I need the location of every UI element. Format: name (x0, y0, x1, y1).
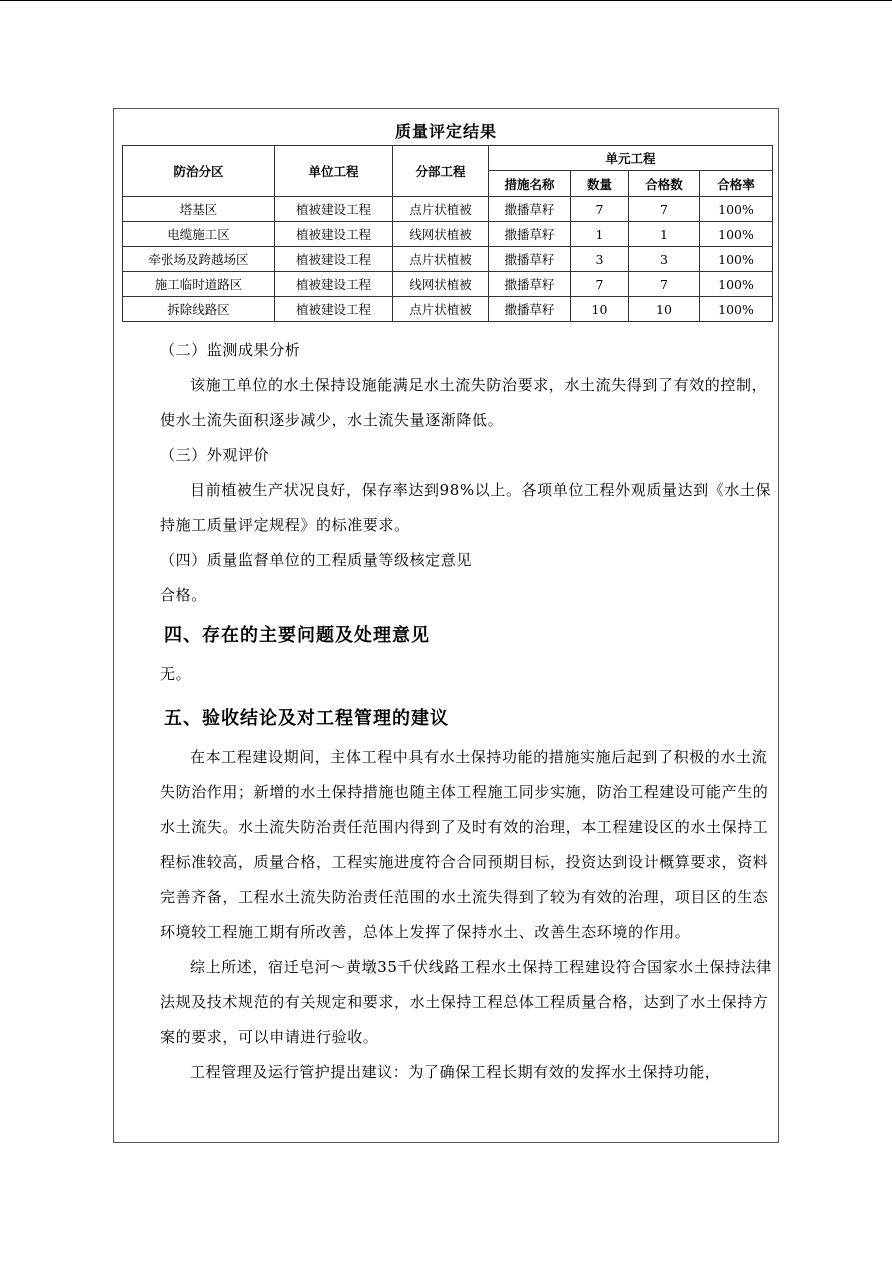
table-row (123, 272, 773, 297)
section-monitoring (160, 333, 772, 438)
cell-pass-count: 1 (629, 222, 700, 247)
paragraph: 该施工单位的水土保持设施能满足水土流失防治要求，水土流失得到了有效的控制，使水土流失面积逐步减少，水土流失量逐渐降低。 (160, 376, 768, 429)
quality-assessment-table (122, 145, 773, 322)
table-row (123, 247, 773, 272)
cell-sub: 线网状植被 (393, 272, 489, 297)
section-supervision (160, 543, 772, 613)
header-zone: 防治分区 (123, 146, 275, 197)
cell-count: 1 (571, 222, 629, 247)
cell-unit: 植被建设工程 (275, 247, 393, 272)
cell-unit: 植被建设工程 (275, 197, 393, 222)
paragraph: 工程管理及运行管护提出建议：为了确保工程长期有效的发挥水土保持功能， (190, 1063, 721, 1081)
cell-pass-count: 3 (629, 247, 700, 272)
header-unit-project: 单位工程 (275, 146, 393, 197)
heading-main-problems: 四、存在的主要问题及处理意见 (164, 625, 430, 646)
section-problems-body (160, 657, 772, 692)
cell-zone: 牵张场及跨越场区 (123, 247, 275, 272)
header-pass-count: 合格数 (629, 171, 700, 197)
section-appearance (160, 438, 772, 543)
table-row (123, 222, 773, 247)
cell-unit: 植被建设工程 (275, 272, 393, 297)
cell-zone: 拆除线路区 (123, 297, 275, 322)
section-title: （三）外观评价 (160, 446, 270, 464)
cell-sub: 点片状植被 (393, 197, 489, 222)
paragraph: 目前植被生产状况良好，保存率达到98%以上。各项单位工程外观质量达到《水土保持施工质量评定规程》的标准要求。 (160, 481, 772, 534)
page-top-border (0, 0, 892, 1)
section-title: （二）监测成果分析 (160, 341, 301, 359)
cell-sub: 点片状植被 (393, 247, 489, 272)
header-element-project: 单元工程 (489, 146, 773, 171)
paragraph: 合格。 (160, 586, 207, 604)
cell-count: 7 (571, 272, 629, 297)
heading-conclusion: 五、验收结论及对工程管理的建议 (164, 708, 449, 729)
cell-sub: 点片状植被 (393, 297, 489, 322)
header-measure: 措施名称 (489, 171, 571, 197)
cell-zone: 施工临时道路区 (123, 272, 275, 297)
cell-pass-rate: 100% (700, 222, 773, 247)
cell-pass-rate: 100% (700, 297, 773, 322)
paragraph: 在本工程建设期间，主体工程中具有水土保持功能的措施实施后起到了积极的水土流失防治作用；新增的水土保持措施也随主体工程施工同步实施，防治工程建设可能产生的水土流失。水土流失防治责任范围内得到了及时有效的治理，本工程建设区的水土保持工程标准较高，质量合格，工程实施进度符合合同预期目标，投资达到设计概算要求，资料完善齐备，工程水土流失防治责任范围的水土流失得到了较为有效的治理，项目区的生态环境较工程施工期有所改善，总体上发挥了保持水土、改善生态环境的作用。 (160, 748, 769, 941)
cell-unit: 植被建设工程 (275, 222, 393, 247)
table-title: 质量评定结果 (394, 122, 497, 141)
document-frame (113, 108, 779, 1143)
cell-measure: 撒播草籽 (489, 272, 571, 297)
header-pass-rate: 合格率 (700, 171, 773, 197)
cell-zone: 塔基区 (123, 197, 275, 222)
cell-measure: 撒播草籽 (489, 247, 571, 272)
cell-unit: 植被建设工程 (275, 297, 393, 322)
cell-zone: 电缆施工区 (123, 222, 275, 247)
cell-count: 7 (571, 197, 629, 222)
cell-count: 3 (571, 247, 629, 272)
cell-pass-rate: 100% (700, 197, 773, 222)
header-sub-project: 分部工程 (393, 146, 489, 197)
paragraph: 综上所述，宿迁皂河～黄墩35千伏线路工程水土保持工程建设符合国家水土保持法律法规及技术规范的有关规定和要求，水土保持工程总体工程质量合格，达到了水土保持方案的要求，可以申请进行验收。 (160, 958, 772, 1046)
cell-measure: 撒播草籽 (489, 222, 571, 247)
section-title: （四）质量监督单位的工程质量等级核定意见 (160, 551, 473, 569)
section-conclusion-body (160, 740, 772, 1090)
paragraph: 无。 (160, 665, 192, 683)
cell-count: 10 (571, 297, 629, 322)
cell-measure: 撒播草籽 (489, 297, 571, 322)
cell-measure: 撒播草籽 (489, 197, 571, 222)
cell-pass-count: 7 (629, 197, 700, 222)
header-count: 数量 (571, 171, 629, 197)
cell-pass-rate: 100% (700, 272, 773, 297)
cell-pass-count: 10 (629, 297, 700, 322)
cell-pass-count: 7 (629, 272, 700, 297)
table-row (123, 197, 773, 222)
table-row (123, 297, 773, 322)
cell-pass-rate: 100% (700, 247, 773, 272)
cell-sub: 线网状植被 (393, 222, 489, 247)
